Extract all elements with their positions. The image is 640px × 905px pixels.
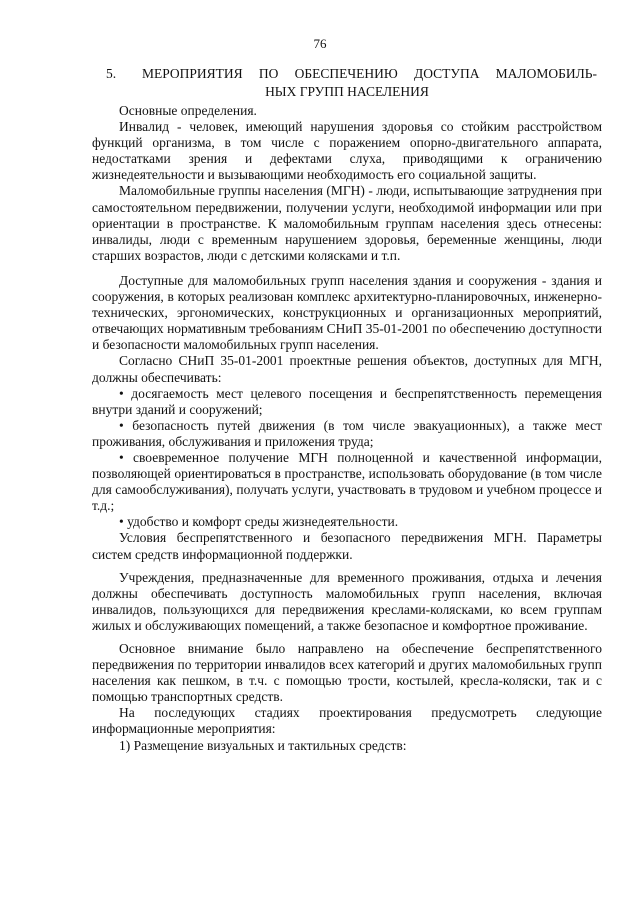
paragraph-visual-tactile: 1) Размещение визуальных и тактильных средств: — [119, 737, 407, 753]
section-title-line-2: НЫХ ГРУПП НАСЕЛЕНИЯ — [265, 84, 429, 99]
list-item-safety: • безопасность путей движения (в том числе эвакуационных), а также мест проживания, обслуживания и приложения труда; — [92, 417, 602, 449]
page-number: 76 — [313, 36, 327, 51]
paragraph-institutions: Учреждения, предназначенные для временного проживания, отдыха и лечения должны обеспечивать доступность маломобильных групп населения, включая инвалидов, пользующихся для передвижения креслами-колясками, ко всем группам жилых и обслуживающих помещений, а также безопасное и комфортное проживание. — [92, 569, 602, 633]
paragraph-definitions-intro: Основные определения. — [119, 103, 257, 118]
paragraph-movement-conditions: Условия беспрепятственного и безопасного передвижения МГН. Параметры систем средств информационной поддержки. — [92, 530, 602, 562]
paragraph-snip-requirements: Согласно СНиП 35-01-2001 проектные решения объектов, доступных для МГН, должны обеспечивать: — [92, 353, 602, 385]
paragraph-invalid-definition: Инвалид - человек, имеющий нарушения здоровья со стойким расстройством функций организма, в том числе с поражением опорно-двигательного аппарата, недостатками зрения и дефектами слуха, приводящими к ограничению жизнедеятельности и вызывающими необходимость его социальной защиты. — [92, 119, 602, 183]
paragraph-next-stages: На последующих стадиях проектирования предусмотреть следующие информационные мероприятия: — [92, 705, 602, 737]
paragraph-main-attention: Основное внимание было направлено на обеспечение беспрепятственного передвижения по территории инвалидов всех категорий и других маломобильных групп населения как пешком, в т.ч. с помощью трости, костылей, кресла-коляски, так и с помощью транспортных средств. — [92, 641, 602, 705]
section-number: 5. — [106, 66, 117, 81]
paragraph-mgn-definition: Маломобильные группы населения (МГН) - люди, испытывающие затруднения при самостоятельном передвижении, получении услуги, необходимой информации или при ориентации в пространстве. К маломобильным группам населения здесь отнесены: инвалиды, люди с временным нарушением здоровья, беременные женщины, люди старших возрастов, люди с детскими колясками и т.п. — [92, 183, 602, 263]
section-title-line-1: МЕРОПРИЯТИЯ ПО ОБЕСПЕЧЕНИЮ ДОСТУПА МАЛОМОБИЛЬ- — [142, 66, 597, 81]
list-item-reachability: • досягаемость мест целевого посещения и беспрепятственность перемещения внутри зданий и сооружений; — [92, 385, 602, 417]
paragraph-accessible-buildings: Доступные для маломобильных групп населения здания и сооружения - здания и сооружения, в которых реализован комплекс архитектурно-планировочных, инженерно-технических, эргономических, конструкционных и организационных мероприятий, отвечающих нормативным требованиям СНиП 35-01-2001 по обеспечению доступности и безопасности маломобильных групп населения. — [92, 272, 602, 353]
list-item-information: • своевременное получение МГН полноценной и качественной информации, позволяющей ориентироваться в пространстве, использовать оборудование (в том числе для самообслуживания), получать услуги, участвовать в трудовом и учебном процессе и т.д.; — [92, 449, 602, 514]
document-body — [92, 103, 602, 754]
list-item-comfort: • удобство и комфорт среды жизнедеятельности. — [119, 514, 399, 530]
